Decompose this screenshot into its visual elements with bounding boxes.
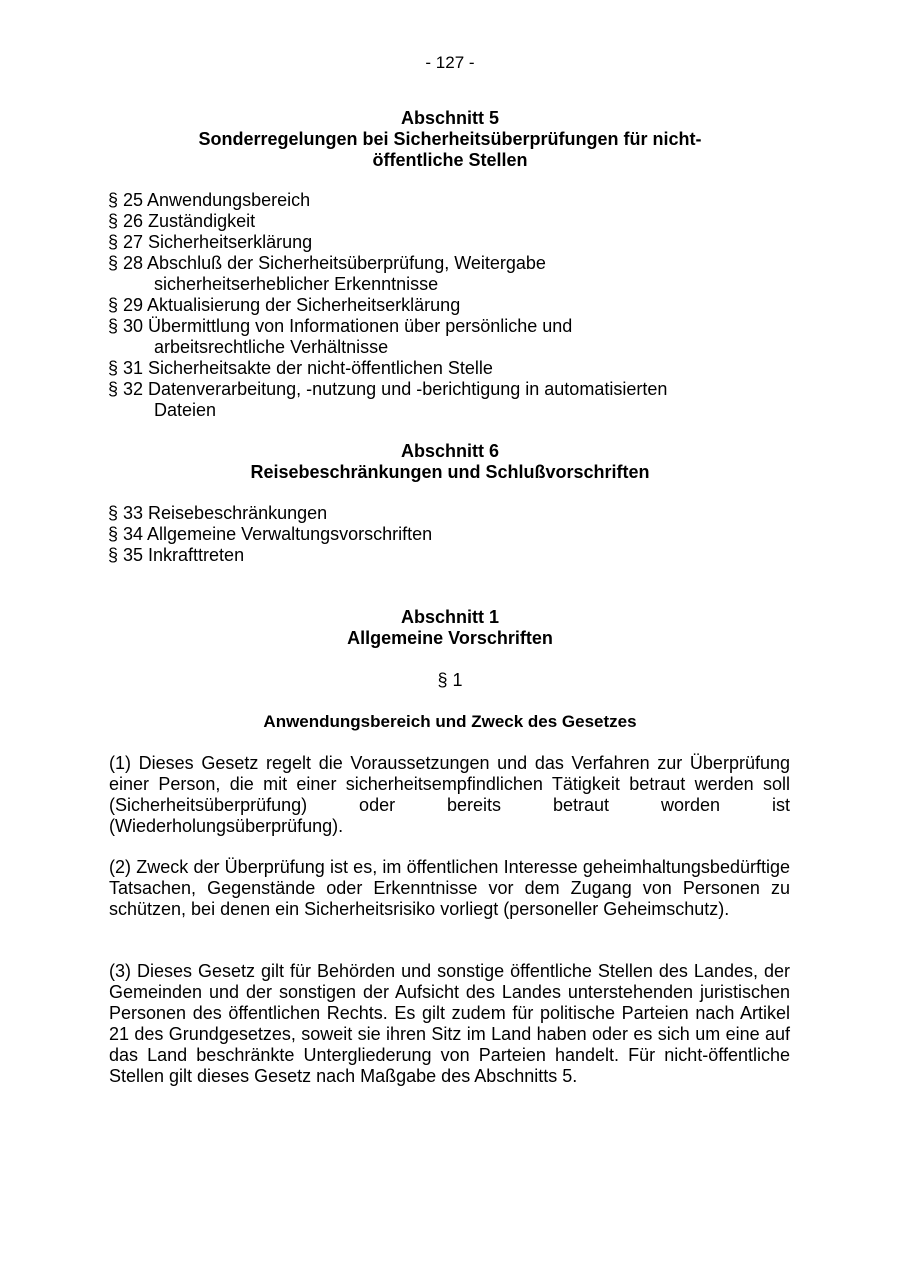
toc-item-text: § 30 Übermittlung von Informationen über persönliche und xyxy=(108,316,573,336)
paragraph-2: (2) Zweck der Überprüfung ist es, im öffentlichen Interesse geheimhaltungsbedürftige Tatsachen, Gegenstände oder Erkenntnisse vor dem Zugang von Personen zu schützen, bei denen ein Sicherheitsrisiko vorliegt (personeller Geheimschutz). xyxy=(109,857,790,919)
toc-item-28 xyxy=(108,253,798,295)
toc-item-35 xyxy=(108,545,798,566)
section-1-subtitle: Allgemeine Vorschriften xyxy=(347,628,553,648)
toc-item-32 xyxy=(108,379,798,421)
section-5-subtitle-line-1: Sonderregelungen bei Sicherheitsüberprüfungen für nicht- xyxy=(198,129,702,149)
toc-item-25 xyxy=(108,190,798,211)
toc-item-31 xyxy=(108,358,798,379)
toc-item-34 xyxy=(108,524,798,545)
section-5-subtitle-line-2: öffentliche Stellen xyxy=(372,150,528,170)
section-6-subtitle: Reisebeschränkungen und Schlußvorschriften xyxy=(250,462,650,482)
toc-item-text: § 34 Allgemeine Verwaltungsvorschriften xyxy=(108,524,433,544)
section-6-contents-list xyxy=(108,503,798,566)
section-1-title: Abschnitt 1 xyxy=(400,607,499,627)
section-5-heading xyxy=(110,108,790,171)
toc-item-text: § 27 Sicherheitserklärung xyxy=(108,232,313,252)
section-6-heading xyxy=(110,441,790,483)
toc-item-26 xyxy=(108,211,798,232)
toc-item-text: § 26 Zuständigkeit xyxy=(108,211,256,231)
toc-item-30 xyxy=(108,316,798,358)
toc-item-text: § 35 Inkrafttreten xyxy=(108,545,245,565)
toc-item-text: § 25 Anwendungsbereich xyxy=(108,190,311,210)
section-1-heading xyxy=(110,607,790,649)
paragraph-sign: § 1 xyxy=(437,670,463,690)
section-5-contents-list xyxy=(108,190,798,421)
toc-item-text: § 29 Aktualisierung der Sicherheitserklärung xyxy=(108,295,461,315)
page-number: - 127 - xyxy=(425,53,475,72)
toc-item-33 xyxy=(108,503,798,524)
toc-item-text: § 33 Reisebeschränkungen xyxy=(108,503,328,523)
toc-item-continuation: arbeitsrechtliche Verhältnisse xyxy=(154,337,389,357)
paragraph-title: Anwendungsbereich und Zweck des Gesetzes xyxy=(263,712,637,731)
section-6-title: Abschnitt 6 xyxy=(400,441,499,461)
paragraph-1: (1) Dieses Gesetz regelt die Voraussetzungen und das Verfahren zur Überprüfung einer Person, die mit einer sicherheitsempfindlichen Tätigkeit betraut werden soll (Sicherheitsüberprüfung) oder bereits betraut worden ist (Wiederholungsüberprüfung). xyxy=(109,753,790,836)
toc-item-continuation: sicherheitserheblicher Erkenntnisse xyxy=(154,274,439,294)
paragraph-3: (3) Dieses Gesetz gilt für Behörden und sonstige öffentliche Stellen des Landes, der Gemeinden und der sonstigen der Aufsicht des Landes unterstehenden juristischen Personen des öffentlichen Rechts. Es gilt zudem für politische Parteien nach Artikel 21 des Grundgesetzes, soweit sie ihren Sitz im Land haben oder es sich um eine auf das Land beschränkte Untergliederung von Parteien handelt. Für nicht-öffentliche Stellen gilt dieses Gesetz nach Maßgabe des Abschnitts 5. xyxy=(109,961,790,1086)
toc-item-continuation: Dateien xyxy=(154,400,217,420)
toc-item-text: § 28 Abschluß der Sicherheitsüberprüfung, Weitergabe xyxy=(108,253,546,273)
toc-item-text: § 32 Datenverarbeitung, -nutzung und -berichtigung in automatisierten xyxy=(108,379,668,399)
toc-item-27 xyxy=(108,232,798,253)
toc-item-29 xyxy=(108,295,798,316)
toc-item-text: § 31 Sicherheitsakte der nicht-öffentlichen Stelle xyxy=(108,358,493,378)
section-5-title: Abschnitt 5 xyxy=(400,108,499,128)
